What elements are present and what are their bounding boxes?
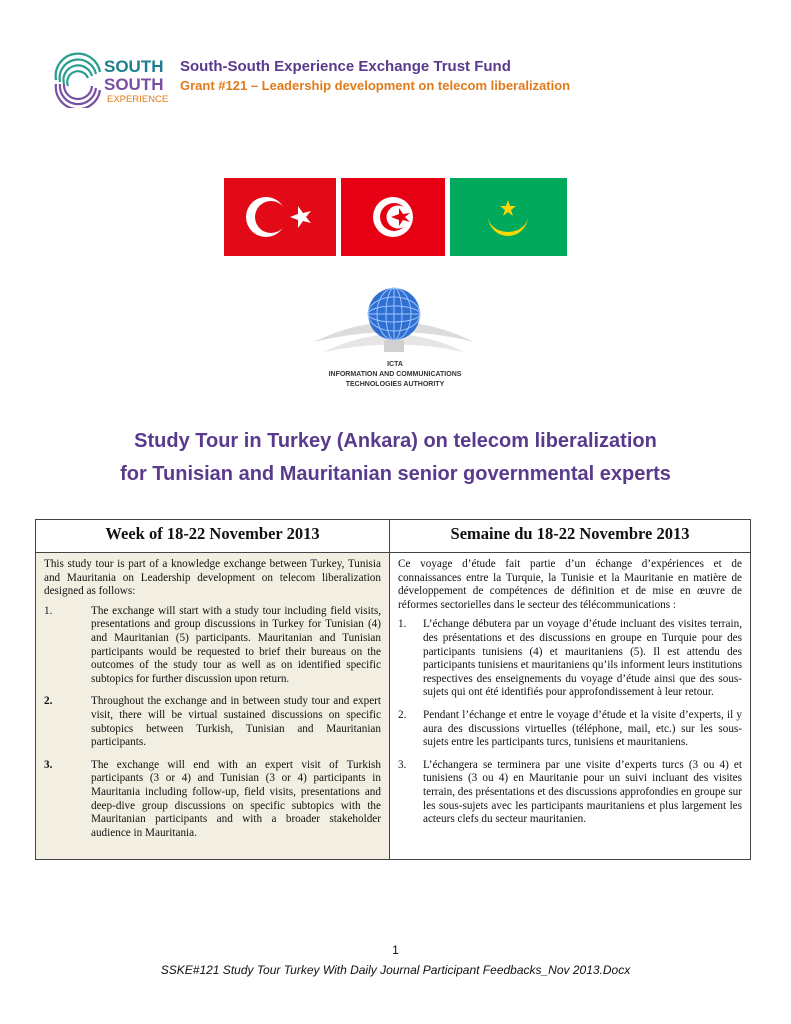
french-column (390, 553, 751, 860)
right-heading: Semaine du 18-22 Novembre 2013 (390, 520, 751, 553)
mauritania-flag (450, 178, 567, 256)
logo-south-1: SOUTH (104, 57, 164, 76)
english-intro: This study tour is part of a knowledge exchange between Turkey, Tunisia and Mauritania on Leadership development on telecom liberalization designed as follows: (44, 558, 381, 598)
icta-line2: TECHNOLOGIES AUTHORITY (345, 381, 445, 388)
item-number: 3. (398, 758, 407, 771)
main-title-line1: Study Tour in Turkey (Ankara) on telecom liberalization (134, 430, 657, 452)
english-item-2 (44, 695, 381, 749)
item-text: The exchange will end with an expert visit of Turkish participants (3 or 4) and Tunisian (3 or 4) participants in Mauritania including follow-up, field visits, presentations and deep-dive group discussions on specific subtopics with the Mauritanian participants and with a broader stakeholder audience in Mauritania. (91, 758, 381, 839)
french-item-1 (398, 618, 742, 700)
item-number: 1. (398, 618, 407, 631)
item-number: 2. (398, 708, 407, 721)
tunisia-flag (341, 178, 445, 256)
item-text: The exchange will start with a study tour including field visits, presentations and group discussions in Turkey for Tunisian (4) and Mauritanian (5) participants. Mauritanian and Tunisian participants would be requested to brief their bureaus on the outcomes of the study tour as well as on identified specific subtopics for further discussion upon return. (91, 604, 381, 685)
header-title: South-South Experience Exchange Trust Fund (180, 58, 511, 75)
french-intro: Ce voyage d’étude fait partie d’un échange d’expériences et de connaissances entre la Turquie, la Tunisie et la Mauritanie en matière de développement de compétences de définition et de mise en œuvre de réformes sectorielles dans le secteur des télécommunications : (398, 558, 742, 611)
item-text: Pendant l’échange et entre le voyage d’étude et la visite d’experts, il y aura des discussions virtuelles (téléphone, mail, etc.) sur les sous-sujets entre les participants turcs, tunisiens et mauritaniens. (423, 708, 742, 749)
english-column (36, 553, 390, 860)
item-number: 1. (44, 604, 53, 617)
icta-caption (300, 360, 490, 390)
item-text: L’échange débutera par un voyage d’étude incluant des visites terrain, des présentations et des discussions en groupe en Turquie pour des participants tunisiens (4) et mauritaniens (5). Il est attendu des participants tunisiens et mauritaniens qu’ils informent leurs institutions respectives des enseignements du voyage d’étude ainsi que des sous-sujets qui ont été identifiés pour approfondissement à leur retour. (423, 618, 742, 699)
page-number: 1 (392, 943, 399, 957)
main-title-line2: for Tunisian and Mauritanian senior governmental experts (120, 463, 671, 485)
logo-south-2: SOUTH (104, 75, 164, 94)
english-item-3 (44, 759, 381, 841)
english-item-1 (44, 605, 381, 687)
footer-filename: SSKE#121 Study Tour Turkey With Daily Journal Participant Feedbacks_Nov 2013.Docx (160, 963, 631, 977)
item-text: Throughout the exchange and in between study tour and expert visit, there will be virtual sustained discussions on specific subtopics between Turkish, Tunisian and Mauritanian participants. (91, 695, 381, 749)
french-item-2 (398, 709, 742, 750)
item-number: 3. (44, 758, 53, 771)
logo-experience: EXPERIENCE (107, 94, 169, 105)
item-number: 2. (44, 695, 53, 708)
bilingual-table (35, 519, 751, 860)
turkey-flag (224, 178, 336, 256)
south-south-logo (52, 50, 170, 108)
item-text: L’échangera se terminera par une visite d’experts turcs (3 ou 4) et tunisiens (3 ou 4) en Mauritanie pour un suivi incluant des visites terrain, des présentations et des discussions approfondies en groupe sur les sous-sujets avec les participants mauritaniens et plus largement les acteurs clefs du secteur mauritanien. (423, 758, 742, 826)
icta-line1: INFORMATION AND COMMUNICATIONS (328, 371, 462, 378)
left-heading: Week of 18-22 November 2013 (36, 520, 390, 553)
icta-name: ICTA (387, 361, 403, 368)
french-item-3 (398, 759, 742, 827)
header-subtitle: Grant #121 – Leadership development on telecom liberalization (180, 78, 571, 93)
